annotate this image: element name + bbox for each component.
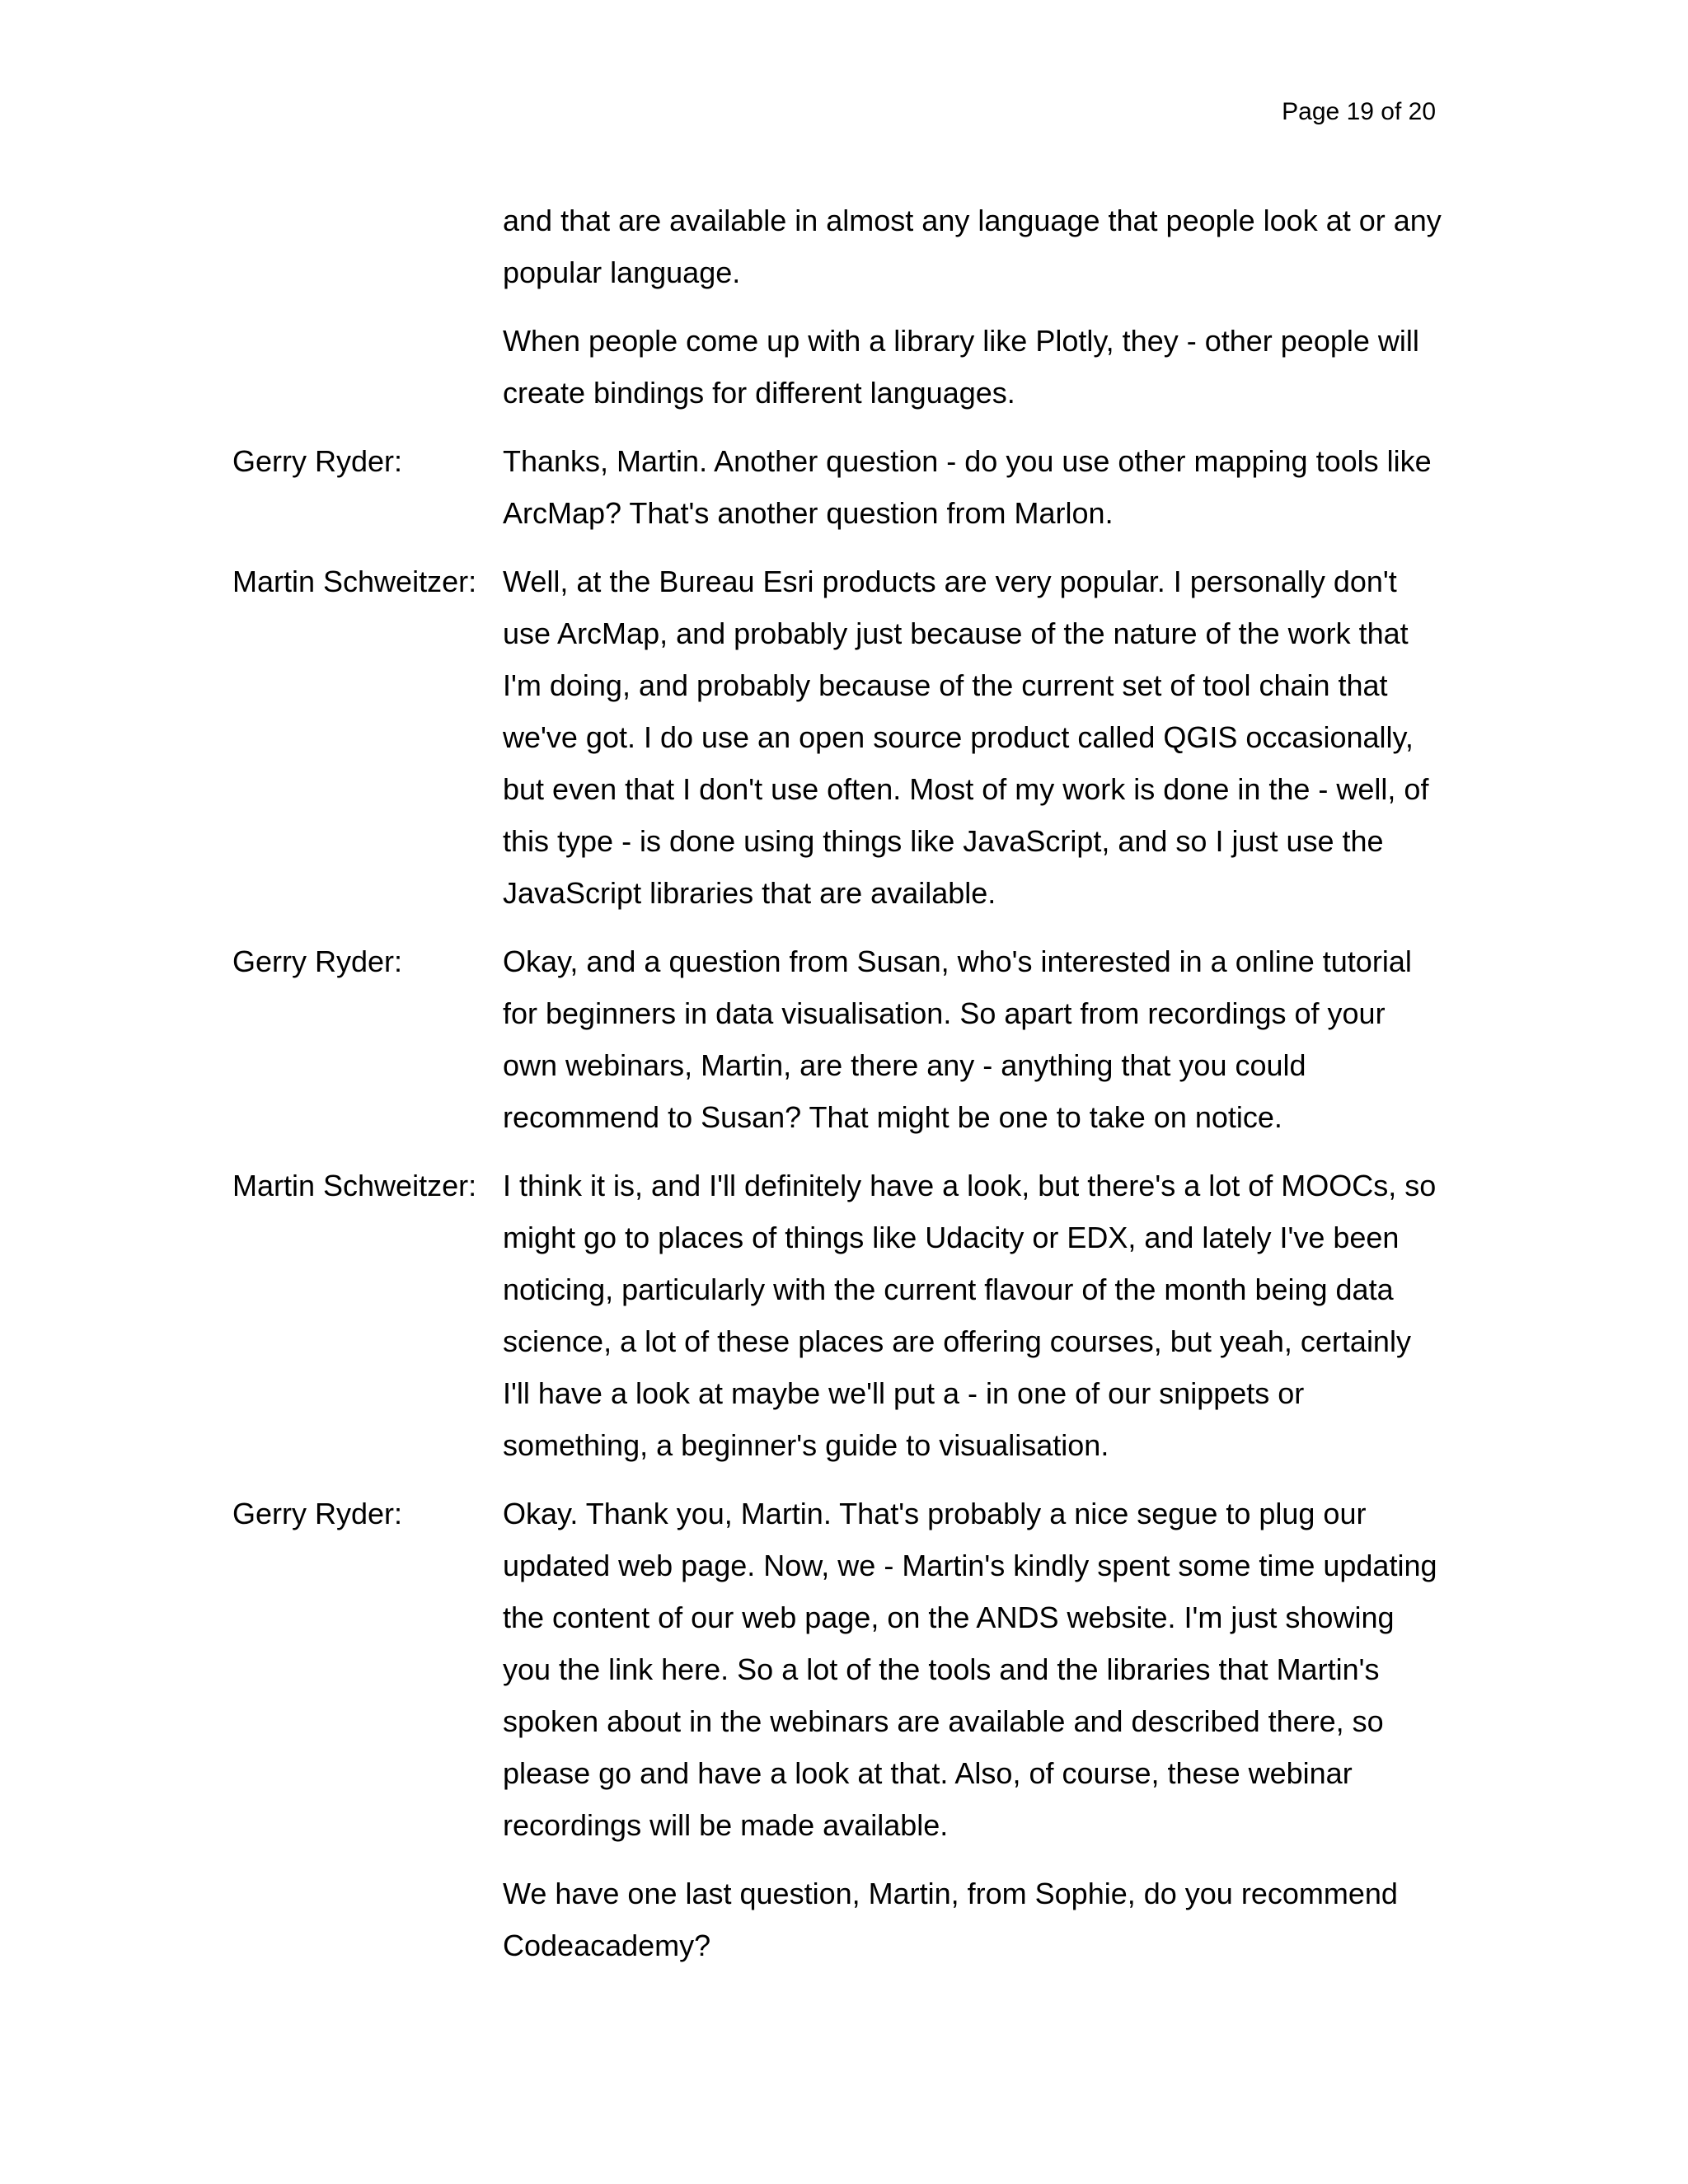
speech-paragraph: Well, at the Bureau Esri products are very popular. I personally don't use ArcMap, and probably just because of the nature of the work that I'm doing, and probably because of the current set of tool chain that we've got. I do use an open source product called QGIS occasionally, but even that I don't use often. Most of my work is done in the - well, of this type - is done using things like JavaScript, and so I just use the JavaScript libraries that are available. (503, 565, 1429, 910)
speaker-name: Martin Schweitzer: (232, 1169, 477, 1202)
transcript (232, 194, 1444, 1988)
speaker-name: Martin Schweitzer: (232, 565, 477, 598)
speech (503, 435, 1444, 539)
speech-paragraph: When people come up with a library like Plotly, they - other people will create bindings for different languages. (503, 324, 1419, 410)
transcript-turn (232, 1160, 1444, 1471)
speech-paragraph: Okay. Thank you, Martin. That's probably a nice segue to plug our updated web page. Now, we - Martin's kindly spent some time updating the content of our web page, on the ANDS website. I'm just showing you the link here. So a lot of the tools and the libraries that Martin's spoken about in the webinars are available and described there, so please go and have a look at that. Also, of course, these webinar recordings will be made available. (503, 1497, 1437, 1842)
speech-paragraph: I think it is, and I'll definitely have a look, but there's a lot of MOOCs, so might go to places of things like Udacity or EDX, and lately I've been noticing, particularly with the current flavour of the month being data science, a lot of these places are offering courses, but yeah, certainly I'll have a look at maybe we'll put a - in one of our snippets or something, a beginner's guide to visualisation. (503, 1169, 1437, 1462)
speech (503, 1488, 1444, 1971)
transcript-turn (232, 1488, 1444, 1971)
speaker-name: Gerry Ryder: (232, 944, 403, 978)
transcript-turn (232, 435, 1444, 539)
speech (503, 194, 1444, 419)
transcript-turn (232, 555, 1444, 919)
page-number: Page 19 of 20 (1282, 98, 1436, 125)
transcript-turn (232, 194, 1444, 419)
speech-paragraph: and that are available in almost any language that people look at or any popular language. (503, 204, 1442, 289)
speech (503, 935, 1444, 1143)
speech (503, 555, 1444, 919)
speaker-name: Gerry Ryder: (232, 1497, 403, 1530)
speaker-name: Gerry Ryder: (232, 444, 403, 478)
speech-paragraph: We have one last question, Martin, from Sophie, do you recommend Codeacademy? (503, 1877, 1398, 1962)
speech-paragraph: Okay, and a question from Susan, who's interested in a online tutorial for beginners in data visualisation. So apart from recordings of your own webinars, Martin, are there any - anything that you could recommend to Susan? That might be one to take on notice. (503, 944, 1412, 1134)
transcript-turn (232, 935, 1444, 1143)
speech (503, 1160, 1444, 1471)
speech-paragraph: Thanks, Martin. Another question - do you use other mapping tools like ArcMap? That's another question from Marlon. (503, 444, 1432, 530)
speaker-name (232, 194, 503, 419)
